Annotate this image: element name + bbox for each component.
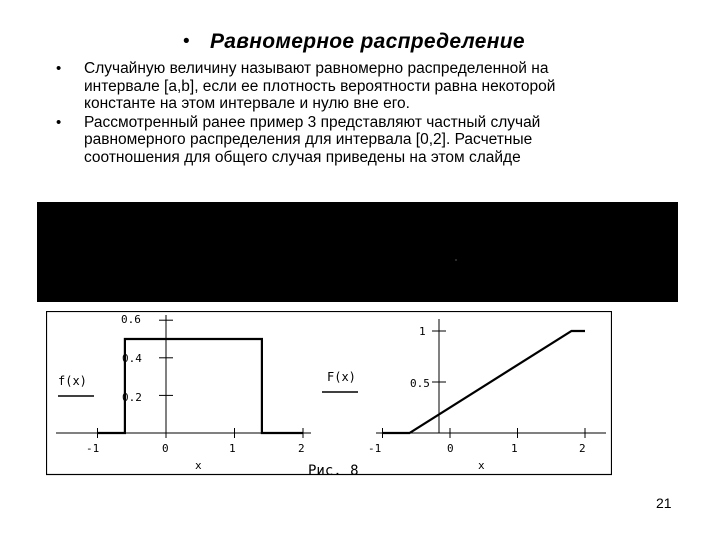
bullet-marker: • bbox=[56, 113, 62, 131]
bullet-line: интервале [a,b], если ее плотность вероятности равна некоторой bbox=[84, 77, 556, 95]
right-x-tick-label: 0 bbox=[447, 442, 454, 455]
bullet-item bbox=[56, 60, 666, 113]
right-x-tick-label: 1 bbox=[511, 442, 518, 455]
left-plot bbox=[56, 313, 311, 472]
left-function-label: f(x) bbox=[58, 374, 87, 388]
figure-canvas bbox=[46, 311, 612, 476]
bullet-list bbox=[56, 60, 666, 166]
title-bullet: • bbox=[183, 31, 190, 52]
slide-title-row bbox=[0, 30, 720, 60]
right-x-tick-label: 2 bbox=[579, 442, 586, 455]
left-y-tick-label: 0.4 bbox=[122, 352, 142, 365]
right-x-tick-label: -1 bbox=[368, 442, 382, 455]
left-x-tick-label: 1 bbox=[229, 442, 236, 455]
right-function-label: F(x) bbox=[327, 370, 356, 384]
left-x-tick-label: 0 bbox=[162, 442, 169, 455]
bullet-line: Рассмотренный ранее пример 3 представляют частный случай bbox=[84, 113, 541, 131]
bullet-line: равномерного распределения для интервала [0,2]. Расчетные bbox=[84, 131, 533, 148]
slide-number: 21 bbox=[656, 495, 672, 511]
left-x-tick-label: -1 bbox=[86, 442, 100, 455]
bullet-line: Случайную величину называют равномерно распределенной на bbox=[84, 60, 549, 77]
slide-title: Равномерное распределение bbox=[210, 30, 525, 53]
box-speck bbox=[455, 259, 457, 261]
left-x-axis-label: x bbox=[195, 459, 202, 472]
left-x-tick-label: 2 bbox=[298, 442, 305, 455]
bullet-line: соотношения для общего случая приведены на этом слайде bbox=[84, 148, 521, 166]
bullet-item bbox=[56, 114, 666, 167]
right-y-tick-label: 0.5 bbox=[410, 377, 430, 390]
right-plot bbox=[322, 319, 606, 472]
right-y-tick-label: 1 bbox=[419, 325, 426, 338]
left-tick-group bbox=[98, 320, 304, 438]
right-x-axis-label: x bbox=[478, 459, 485, 472]
bullet-marker: • bbox=[56, 60, 62, 77]
bullet-line: константе на этом интервале и нулю вне его. bbox=[84, 95, 410, 112]
figure-caption: Рис. 8 bbox=[308, 463, 359, 476]
formula-placeholder-box bbox=[37, 202, 678, 302]
left-y-tick-label: 0.2 bbox=[122, 391, 142, 404]
left-y-tick-label: 0.6 bbox=[121, 313, 141, 326]
distribution-figure bbox=[46, 311, 612, 476]
